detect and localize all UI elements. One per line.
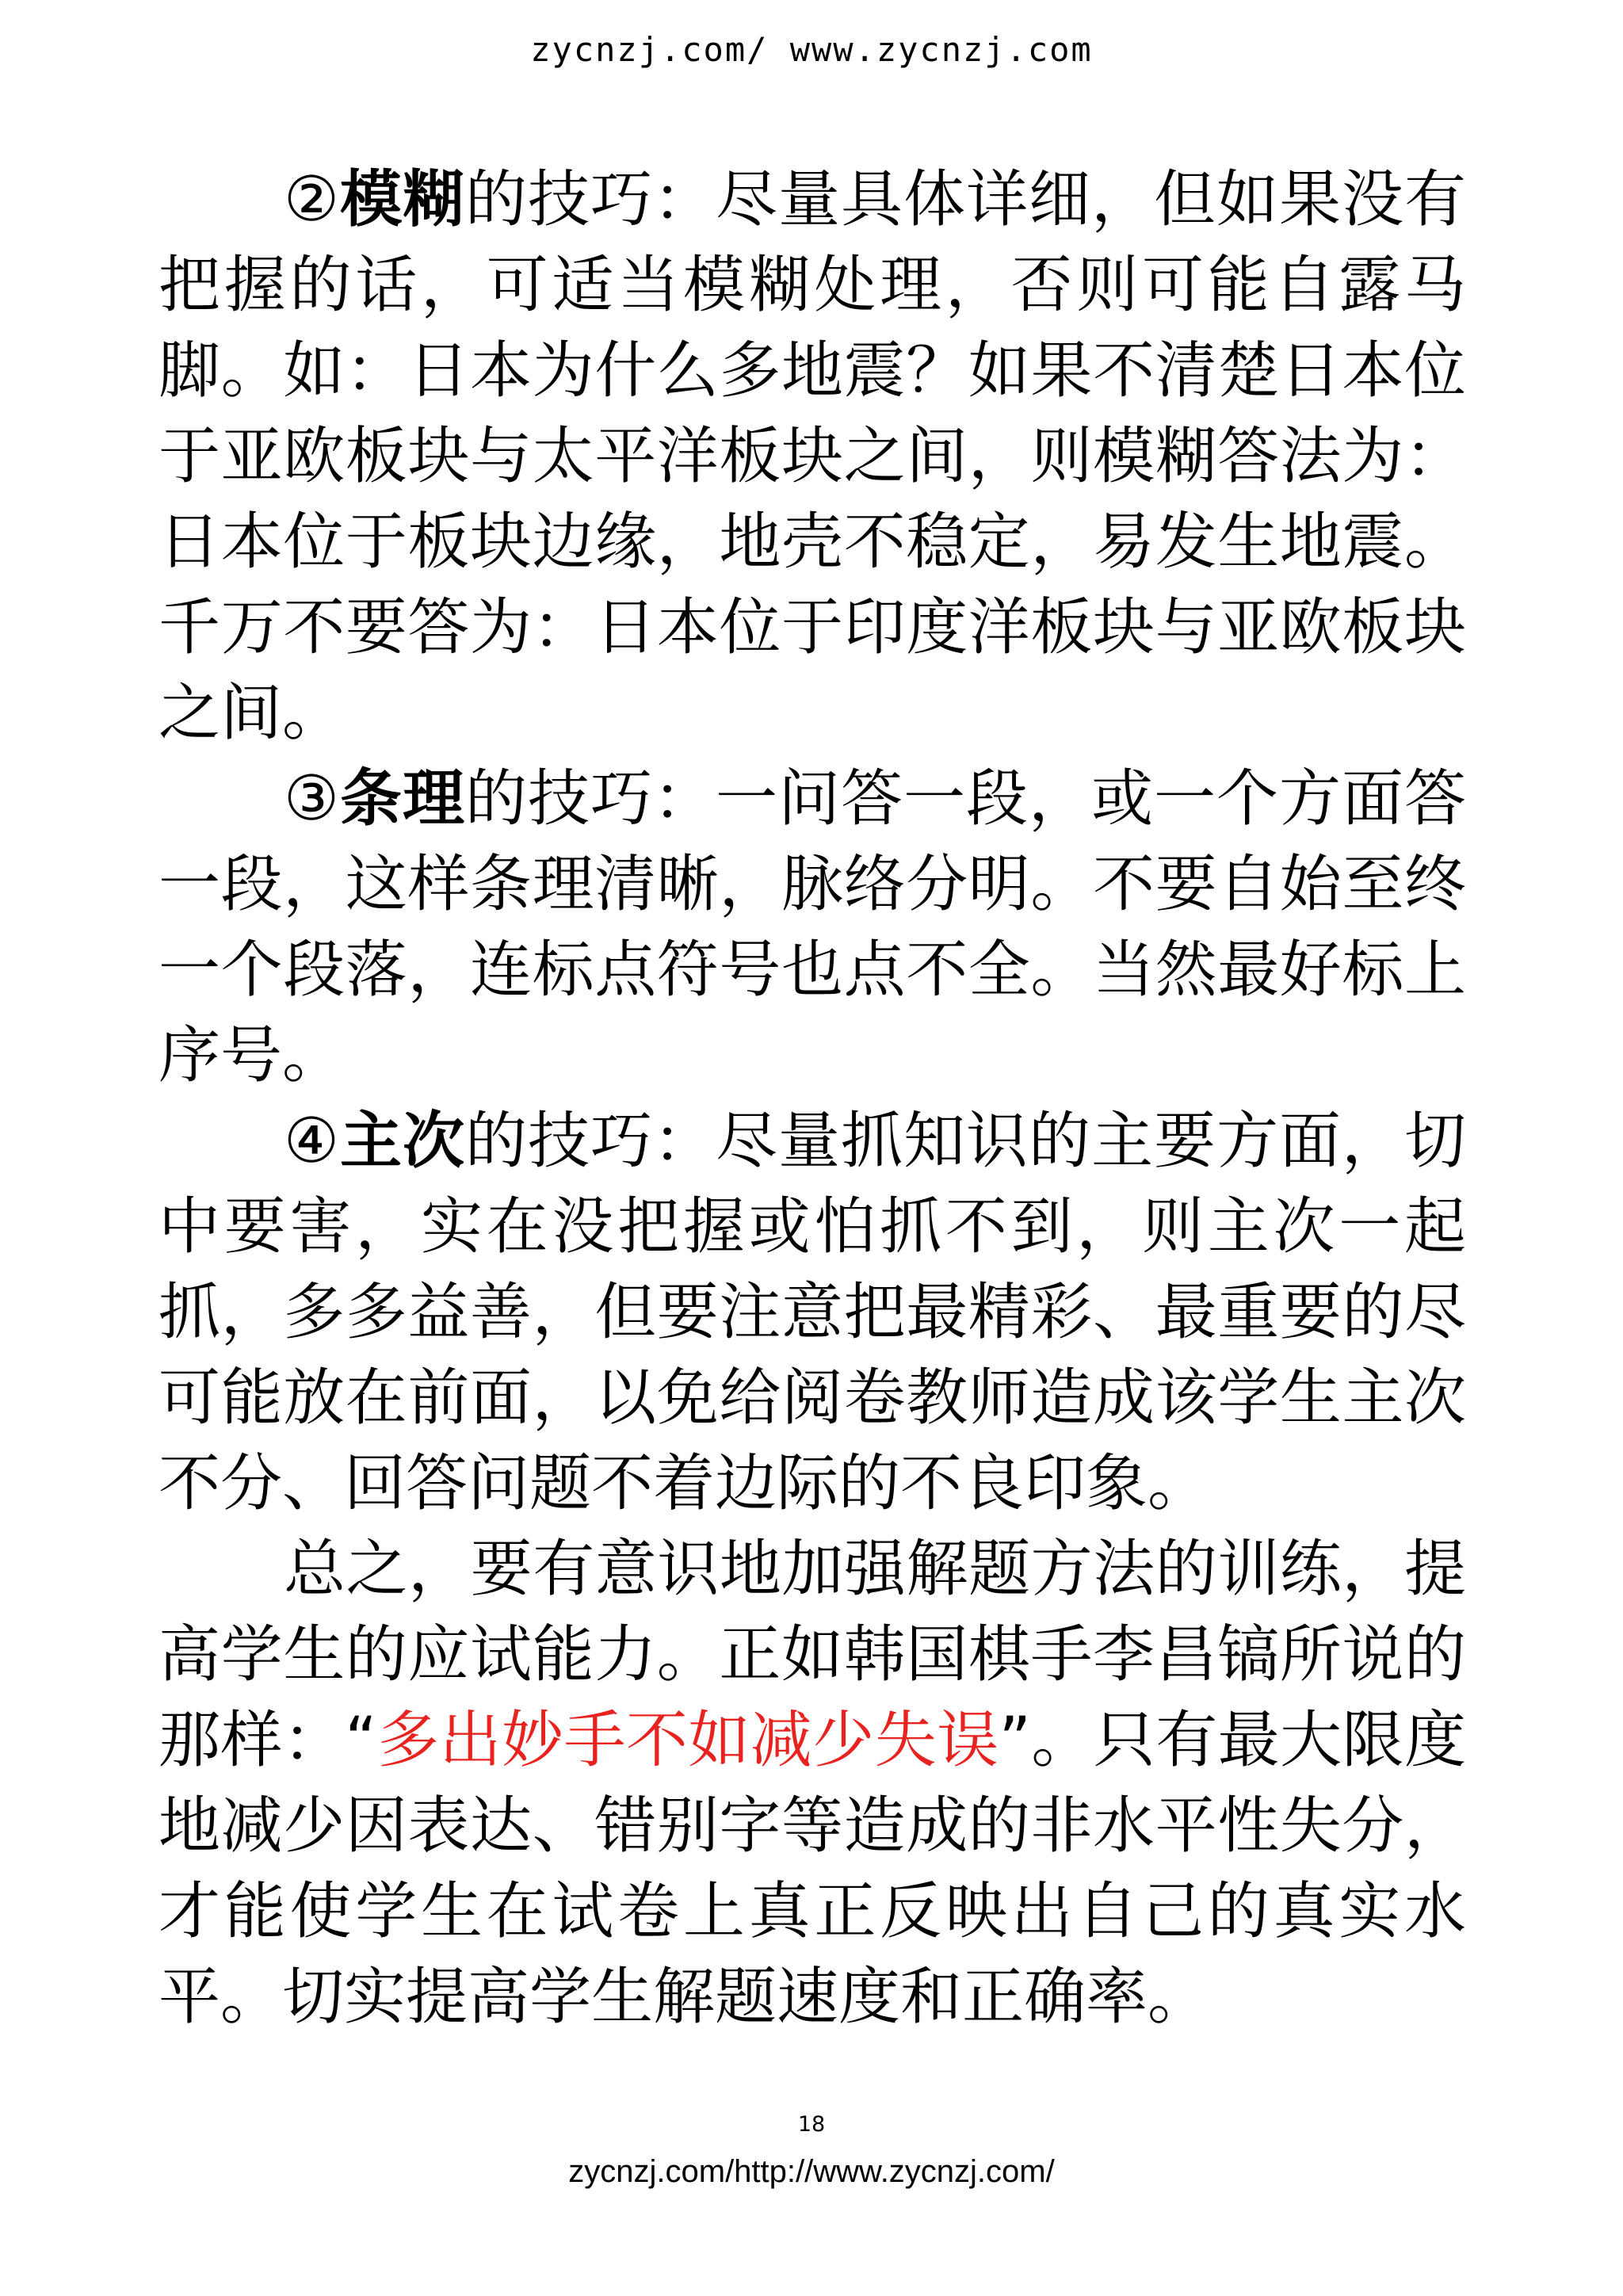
conclusion-intro: 总之，要有意识地加强解题方法的训练，提高学生的应试能力。正如韩国棋手李昌镐所说的那样：“ <box>158 1534 1466 1776</box>
paragraph-keyword: 条理 <box>339 763 465 835</box>
page-header-url: zycnzj.com/ www.zycnzj.com <box>530 30 1093 69</box>
paragraph-marker: ② <box>284 164 340 235</box>
highlighted-quote: 多出妙手不如减少失误 <box>376 1705 999 1776</box>
paragraph-text: 的技巧：尽量具体详细，但如果没有把握的话，可适当模糊处理，否则可能自露马脚。如：日本为什么多地震？如果不清楚日本位于亚欧板块与太平洋板块之间，则模糊答法为：日本位于板块边缘，地壳不稳定，易发生地震。千万不要答为：日本位于印度洋板块与亚欧板块之间。 <box>158 164 1466 749</box>
page-footer-url: zycnzj.com/http://www.zycnzj.com/ <box>568 2154 1055 2189</box>
paragraph-priority-technique <box>158 1098 1466 1526</box>
page-number: 18 <box>797 2112 826 2137</box>
paragraph-conclusion <box>158 1526 1466 2040</box>
body-text <box>158 157 1466 2040</box>
paragraph-vagueness-technique <box>158 157 1466 756</box>
paragraph-marker: ④ <box>284 1106 340 1177</box>
conclusion-outro: ”。只有最大限度地减少因表达、错别字等造成的非水平性失分，才能使学生在试卷上真正反映出自己的真实水平。切实提高学生解题速度和正确率。 <box>158 1705 1466 2033</box>
paragraph-text: 的技巧：尽量抓知识的主要方面，切中要害，实在没把握或怕抓不到，则主次一起抓，多多益善，但要注意把最精彩、最重要的尽可能放在前面，以免给阅卷教师造成该学生主次不分、回答问题不着边际的不良印象。 <box>158 1106 1466 1519</box>
paragraph-marker: ③ <box>284 763 340 835</box>
paragraph-organization-technique <box>158 756 1466 1098</box>
paragraph-keyword: 主次 <box>339 1106 465 1177</box>
paragraph-keyword: 模糊 <box>339 164 465 235</box>
paragraph-text: 的技巧：一问答一段，或一个方面答一段，这样条理清晰，脉络分明。不要自始至终一个段落，连标点符号也点不全。当然最好标上序号。 <box>158 763 1466 1091</box>
